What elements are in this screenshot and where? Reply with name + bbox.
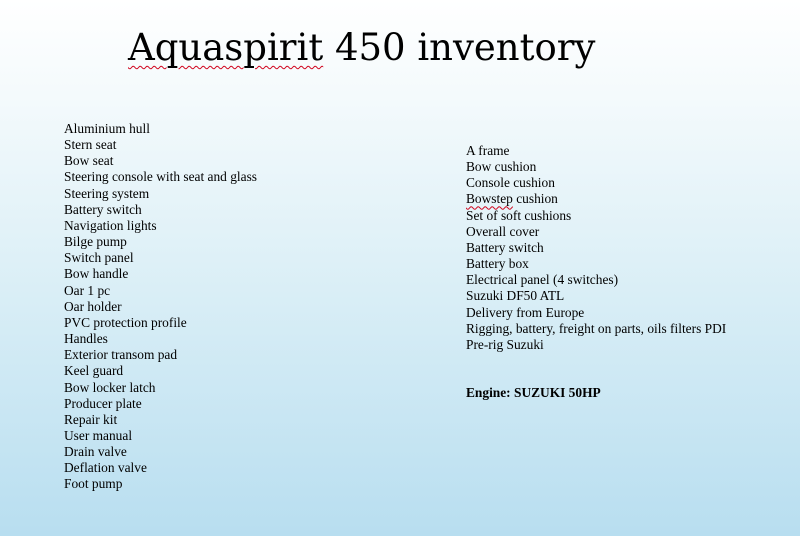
- list-item: Bow cushion: [466, 159, 537, 175]
- list-item: Exterior transom pad: [64, 347, 178, 363]
- list-item: Battery switch: [64, 201, 142, 217]
- list-item: Console cushion: [466, 175, 555, 191]
- list-item: Steering system: [64, 185, 150, 201]
- inventory-list-left: [64, 121, 257, 493]
- slide-title: [128, 22, 595, 74]
- title-rest: 450 inventory: [323, 26, 596, 69]
- list-item: Electrical panel (4 switches): [466, 272, 619, 288]
- list-item: PVC protection profile: [64, 314, 187, 330]
- list-item: Bilge pump: [64, 234, 127, 250]
- list-item: Delivery from Europe: [466, 304, 585, 320]
- list-item: Foot pump: [64, 476, 123, 492]
- list-item: User manual: [64, 427, 133, 443]
- list-item: Battery switch: [466, 239, 544, 255]
- list-item: Deflation valve: [64, 460, 147, 476]
- list-item: Drain valve: [64, 444, 127, 460]
- list-item: Keel guard: [64, 363, 124, 379]
- list-item: Set of soft cushions: [466, 207, 572, 223]
- list-item: Bow seat: [64, 153, 114, 169]
- engine-spec: Engine: SUZUKI 50HP: [466, 385, 601, 400]
- list-item: Pre-rig Suzuki: [466, 336, 544, 352]
- list-item: Bow locker latch: [64, 379, 156, 395]
- list-item: Switch panel: [64, 250, 134, 266]
- list-item: Producer plate: [64, 395, 142, 411]
- spellcheck-word: Bowstep: [466, 191, 513, 207]
- list-item: Handles: [64, 331, 108, 347]
- list-item: Repair kit: [64, 411, 118, 427]
- list-item: Battery box: [466, 256, 529, 272]
- inventory-list-right: [466, 143, 726, 353]
- list-item: Stern seat: [64, 137, 117, 153]
- list-item: Bow handle: [64, 266, 129, 282]
- list-item: Steering console with seat and glass: [64, 169, 258, 185]
- list-item: Oar 1 pc: [64, 282, 111, 298]
- list-item: [466, 191, 726, 207]
- list-item: Oar holder: [64, 298, 122, 314]
- list-item: A frame: [466, 143, 510, 158]
- list-item: Aluminium hull: [64, 121, 150, 136]
- list-item-rest: cushion: [512, 191, 558, 207]
- list-item: Suzuki DF50 ATL: [466, 288, 565, 304]
- list-item: Overall cover: [466, 223, 540, 239]
- list-item: Navigation lights: [64, 217, 157, 233]
- list-item: Rigging, battery, freight on parts, oils filters PDI: [466, 320, 727, 336]
- title-brand-word: Aquaspirit: [128, 26, 324, 69]
